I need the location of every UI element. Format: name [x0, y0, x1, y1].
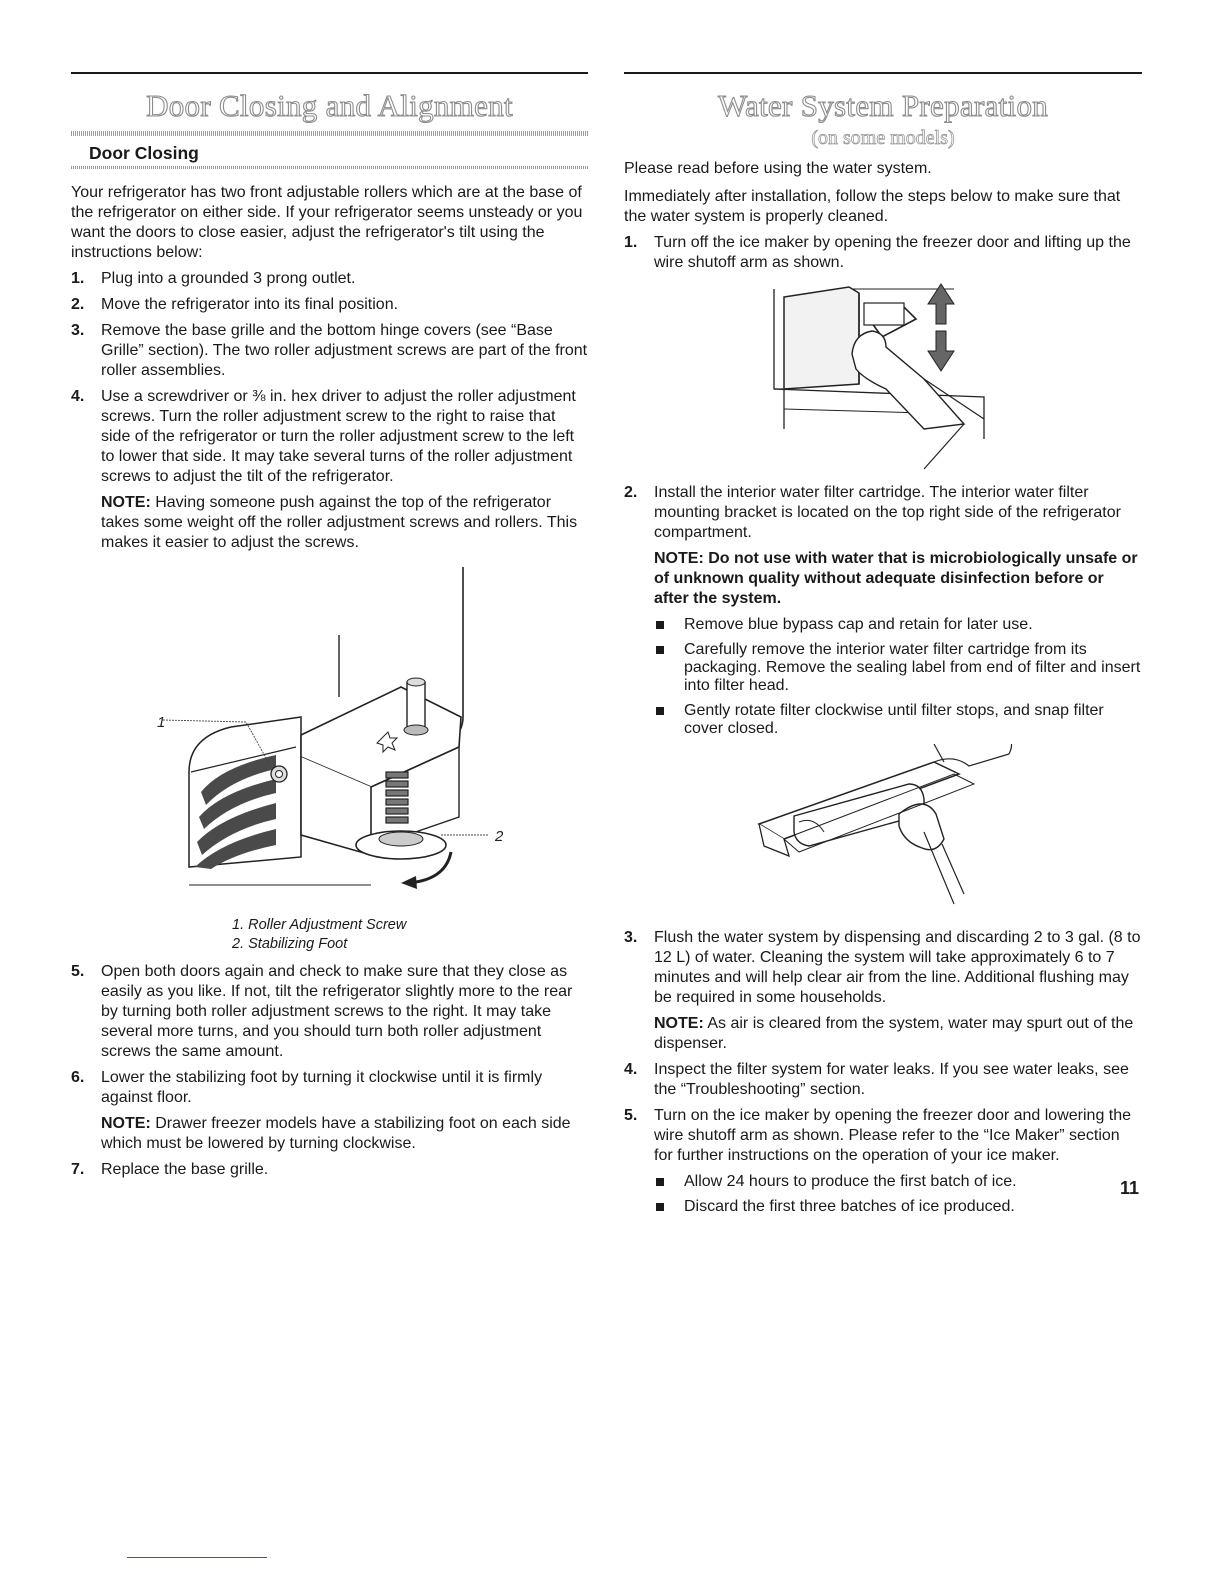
list-item: 6. Lower the stabilizing foot by turning it clockwise until it is firmly against floor. NOTE: Drawer freezer models have a stabilizing foot on each side which must be lowered by turning clockwise. — [71, 1068, 588, 1154]
list-item: 1. Turn off the ice maker by opening the freezer door and lifting up the wire shutoff arm as shown. — [624, 234, 1131, 271]
intro-line: Please read before using the water system. — [624, 160, 932, 177]
list-item: 2. Move the refrigerator into its final position. — [71, 296, 399, 313]
door-closing-section — [71, 72, 588, 1180]
note-step-6: NOTE: Drawer freezer models have a stabilizing foot on each side which must be lowered by turning clockwise. — [101, 1115, 571, 1152]
list-item: Allow 24 hours to produce the first batch of ice. — [654, 1173, 1142, 1191]
list-item: Gently rotate filter clockwise until filter stops, and snap filter cover closed. — [654, 702, 1142, 738]
subhead-divider — [71, 166, 588, 169]
list-item: 2. Install the interior water filter cartridge. The interior water filter mounting bracket is located on the top right side of the refrigerator compartment. NOTE: Do not use with water that is microbiologically unsafe or of unknown quality without adequate disinfection before or after the system. Remove blue bypass cap and retain for later use. Carefully remove the interior water filter cartridge from its packaging. Remove the sealing label from end of filter and insert into filter head. Gently rotate filter clockwise until filter stops, and snap filter cover closed. — [624, 484, 1141, 737]
subsection-heading: Door Closing — [89, 143, 199, 163]
icemaker-figure — [624, 279, 1142, 477]
note-step-2: NOTE: Do not use with water that is microbiologically unsafe or of unknown quality without adequate disinfection before or after the system. — [654, 550, 1138, 607]
water-system-section — [624, 72, 1142, 1216]
steps-list-b — [71, 962, 588, 1180]
roller-illustration — [71, 567, 588, 912]
caption-line: 1. Roller Adjustment Screw — [232, 917, 407, 933]
footer-link-rule — [127, 1557, 267, 1558]
step5-bullets — [654, 1173, 1142, 1216]
filter-illustration — [624, 744, 1142, 922]
note-step-3: NOTE: As air is cleared from the system, water may spurt out of the dispenser. — [654, 1015, 1134, 1052]
roller-figure — [71, 567, 588, 912]
section-title: Door Closing and Alignment — [146, 88, 513, 123]
figure-callout-1: 1 — [157, 714, 166, 731]
caption-line: 2. Stabilizing Foot — [232, 936, 348, 952]
list-item: 4. Use a screwdriver or ⅜ in. hex driver to adjust the roller adjustment screws. Turn the roller adjustment screw to the right to raise that side of the refrigerator or turn the roller adjustment screw to the left to lower that side. It may take several turns of the roller adjustment screws to adjust the tilt of the refrigerator. NOTE: Having someone push against the top of the refrigerator takes some weight off the roller adjustment screws and rollers. This makes it easier to adjust the screws. — [71, 387, 588, 553]
list-item: Discard the first three batches of ice produced. — [654, 1198, 1142, 1216]
list-item: 7. Replace the base grille. — [71, 1161, 269, 1178]
page-number: 11 — [1120, 1178, 1140, 1198]
figure-caption — [232, 916, 588, 954]
icemaker-illustration — [624, 279, 1142, 477]
filter-figure — [624, 744, 1142, 922]
water-steps-3 — [624, 928, 1142, 1216]
steps-list-a — [71, 269, 588, 553]
intro-paragraph: Immediately after installation, follow the steps below to make sure that the water system is properly cleaned. — [624, 188, 1121, 225]
list-item: 4. Inspect the filter system for water leaks. If you see water leaks, see the “Troubleshooting” section. — [624, 1061, 1129, 1098]
list-item: Remove blue bypass cap and retain for later use. — [654, 616, 1142, 634]
figure-callout-2: 2 — [495, 828, 504, 845]
water-steps-2 — [624, 483, 1142, 738]
intro-paragraph: Your refrigerator has two front adjustable rollers which are at the base of the refrigerator on either side. If your refrigerator seems unsteady or you want the doors to close easier, adjust the refrigerator's tilt using the instructions below: — [71, 184, 583, 261]
note-step-4: NOTE: Having someone push against the top of the refrigerator takes some weight off the roller adjustment screws and rollers. This makes it easier to adjust the screws. — [101, 494, 578, 551]
step2-bullets — [654, 616, 1142, 738]
list-item: Carefully remove the interior water filter cartridge from its packaging. Remove the sealing label from end of filter and insert into filter head. — [654, 641, 1142, 695]
section-title: Water System Preparation — [717, 88, 1049, 123]
list-item: 3. Remove the base grille and the bottom hinge covers (see “Base Grille” section). The two roller adjustment screws are part of the front roller assemblies. — [71, 322, 588, 379]
list-item: 3. Flush the water system by dispensing and discarding 2 to 3 gal. (8 to 12 L) of water. Cleaning the system will take approximately 6 to 7 minutes and will help clear air from the line. Additional flushing may be required in some households. NOTE: As air is cleared from the system, water may spurt out of the dispenser. — [624, 929, 1141, 1052]
list-item: 5. Turn on the ice maker by opening the freezer door and lowering the wire shutoff arm as shown. Please refer to the “Ice Maker” section for further instructions on the operation of your ice maker. Allow 24 hours to produce the first batch of ice. Discard the first three batches of ice produced. — [624, 1106, 1142, 1216]
section-subtitle: (on some models) — [811, 127, 955, 149]
water-steps-1 — [624, 233, 1142, 273]
title-divider — [71, 131, 588, 136]
section-top-rule — [71, 72, 588, 74]
section-top-rule — [624, 72, 1142, 74]
list-item: 5. Open both doors again and check to make sure that they close as easily as you like. If not, tilt the refrigerator slightly more to the rear by turning both roller adjustment screws to the right. It may take several more turns, and you should turn both roller adjustment screws the same amount. — [71, 963, 573, 1060]
list-item: 1. Plug into a grounded 3 prong outlet. — [71, 270, 356, 287]
